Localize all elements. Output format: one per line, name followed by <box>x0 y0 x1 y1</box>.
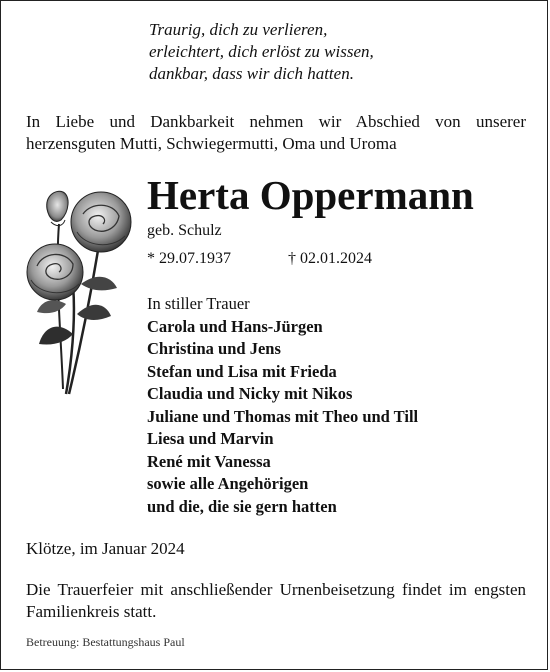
poem-line: erleichtert, dich erlöst zu wissen, <box>149 42 374 61</box>
roses-illustration-icon <box>21 184 136 399</box>
mourner-entry: Christina und Jens <box>147 339 281 358</box>
mourner-entry: Carola und Hans-Jürgen <box>147 316 323 336</box>
mourner-entry: und die, die sie gern hatten <box>147 496 337 516</box>
mourners-list <box>147 293 418 518</box>
intro-text: In Liebe und Dankbarkeit nehmen wir Abschied von unserer herzensguten Mutti, Schwiegermutti, Oma und Uroma <box>26 112 526 153</box>
poem-line: Traurig, dich zu verlieren, <box>149 20 328 39</box>
poem <box>149 19 374 85</box>
service-info: Die Trauerfeier mit anschließender Urnenbeisetzung findet im engsten Familienkreis statt. <box>26 580 526 621</box>
deceased-name: Herta Oppermann <box>147 172 474 218</box>
mourner-entry: Stefan und Lisa mit Frieda <box>147 361 337 381</box>
born-name: geb. Schulz <box>147 222 222 239</box>
life-dates <box>147 249 372 269</box>
mourner-entry: Liesa und Marvin <box>147 429 274 448</box>
mourners-lead: In stiller Trauer <box>147 294 250 313</box>
mourner-entry: sowie alle Angehörigen <box>147 474 309 493</box>
mourner-entry: Claudia und Nicky mit Nikos <box>147 384 353 403</box>
poem-line: dankbar, dass wir dich hatten. <box>149 64 354 83</box>
birth-date: * 29.07.1937 <box>147 250 231 267</box>
place-date: Klötze, im Januar 2024 <box>26 539 185 558</box>
funeral-home-credit: Betreuung: Bestattungshaus Paul <box>26 635 185 649</box>
mourner-entry: René mit Vanessa <box>147 451 271 471</box>
mourner-entry: Juliane und Thomas mit Theo und Till <box>147 406 419 426</box>
death-date: † 02.01.2024 <box>288 250 372 267</box>
